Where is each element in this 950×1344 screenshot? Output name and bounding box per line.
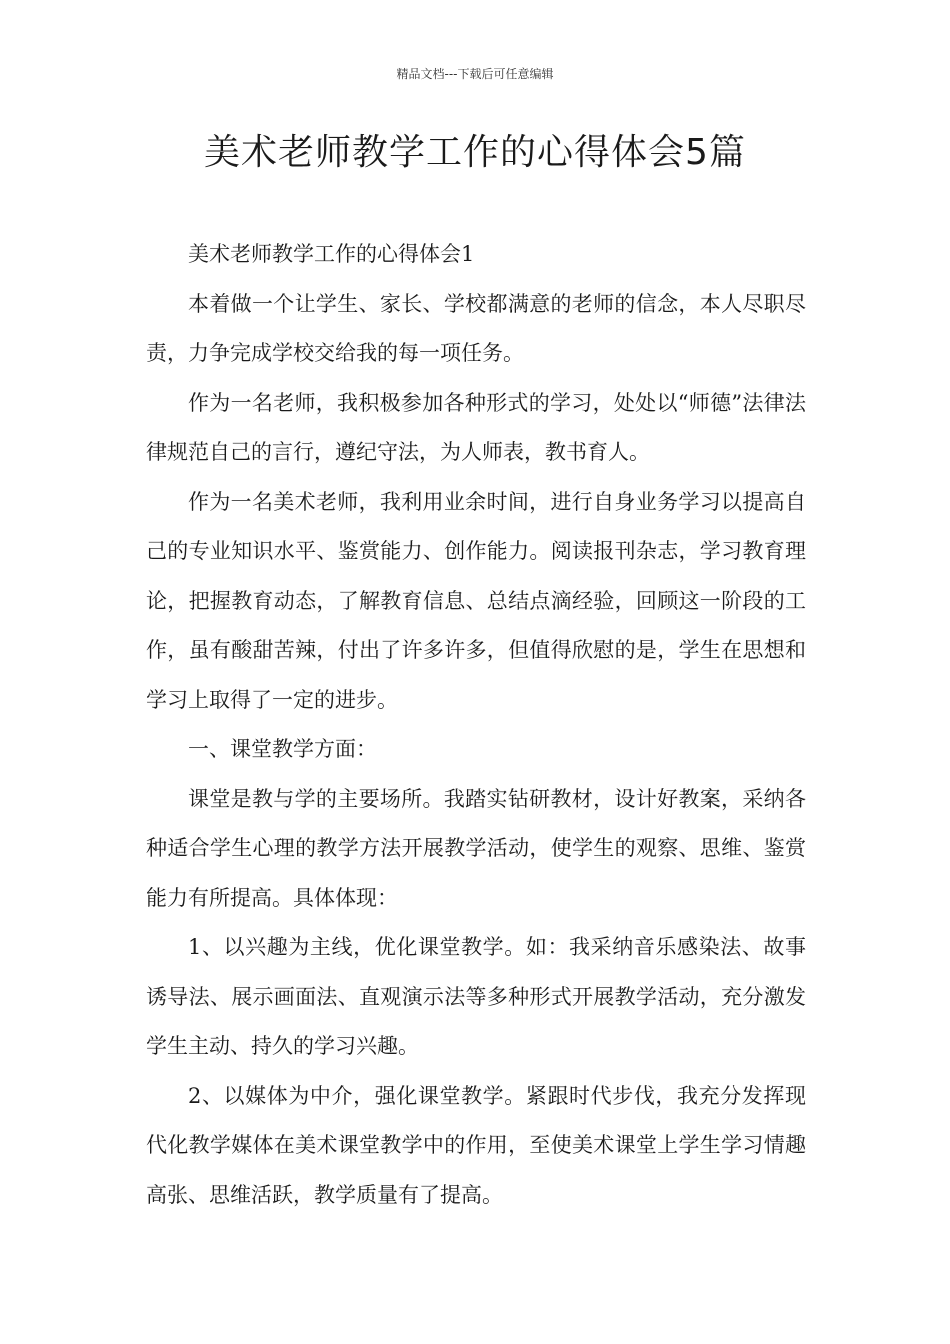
header-note: 精品文档---下载后可任意编辑 (396, 67, 554, 81)
document-body (146, 230, 806, 1220)
paragraph: 课堂是教与学的主要场所。我踏实钻研教材，设计好教案，采纳各种适合学生心理的教学方法开展教学活动，使学生的观察、思维、鉴赏能力有所提高。具体体现： (146, 786, 806, 910)
list-paragraph: 1、以兴趣为主线，优化课堂教学。如：我采纳音乐感染法、故事诱导法、展示画面法、直观演示法等多种形式开展教学活动，充分激发学生主动、持久的学习兴趣。 (146, 935, 806, 1058)
list-paragraph: 2、以媒体为中介，强化课堂教学。紧跟时代步伐，我充分发挥现代化教学媒体在美术课堂教学中的作用，至使美术课堂上学生学习情趣高张、思维活跃，教学质量有了提高。 (146, 1083, 806, 1207)
paragraph: 作为一名美术老师，我利用业余时间，进行自身业务学习以提高自己的专业知识水平、鉴赏能力、创作能力。阅读报刊杂志，学习教育理论，把握教育动态，了解教育信息、总结点滴经验，回顾这一阶段的工作，虽有酸甜苦辣，付出了许多许多，但值得欣慰的是，学生在思想和学习上取得了一定的进步。 (146, 489, 806, 712)
subsection-heading: 一、课堂教学方面： (188, 737, 377, 761)
document-title: 美术老师教学工作的心得体会5篇 (204, 132, 746, 173)
section-heading: 美术老师教学工作的心得体会1 (188, 242, 475, 266)
paragraph: 本着做一个让学生、家长、学校都满意的老师的信念，本人尽职尽责，力争完成学校交给我的每一项任务。 (146, 291, 806, 365)
paragraph: 作为一名老师，我积极参加各种形式的学习，处处以“师德”法律法律规范自己的言行，遵纪守法，为人师表，教书育人。 (146, 390, 806, 464)
